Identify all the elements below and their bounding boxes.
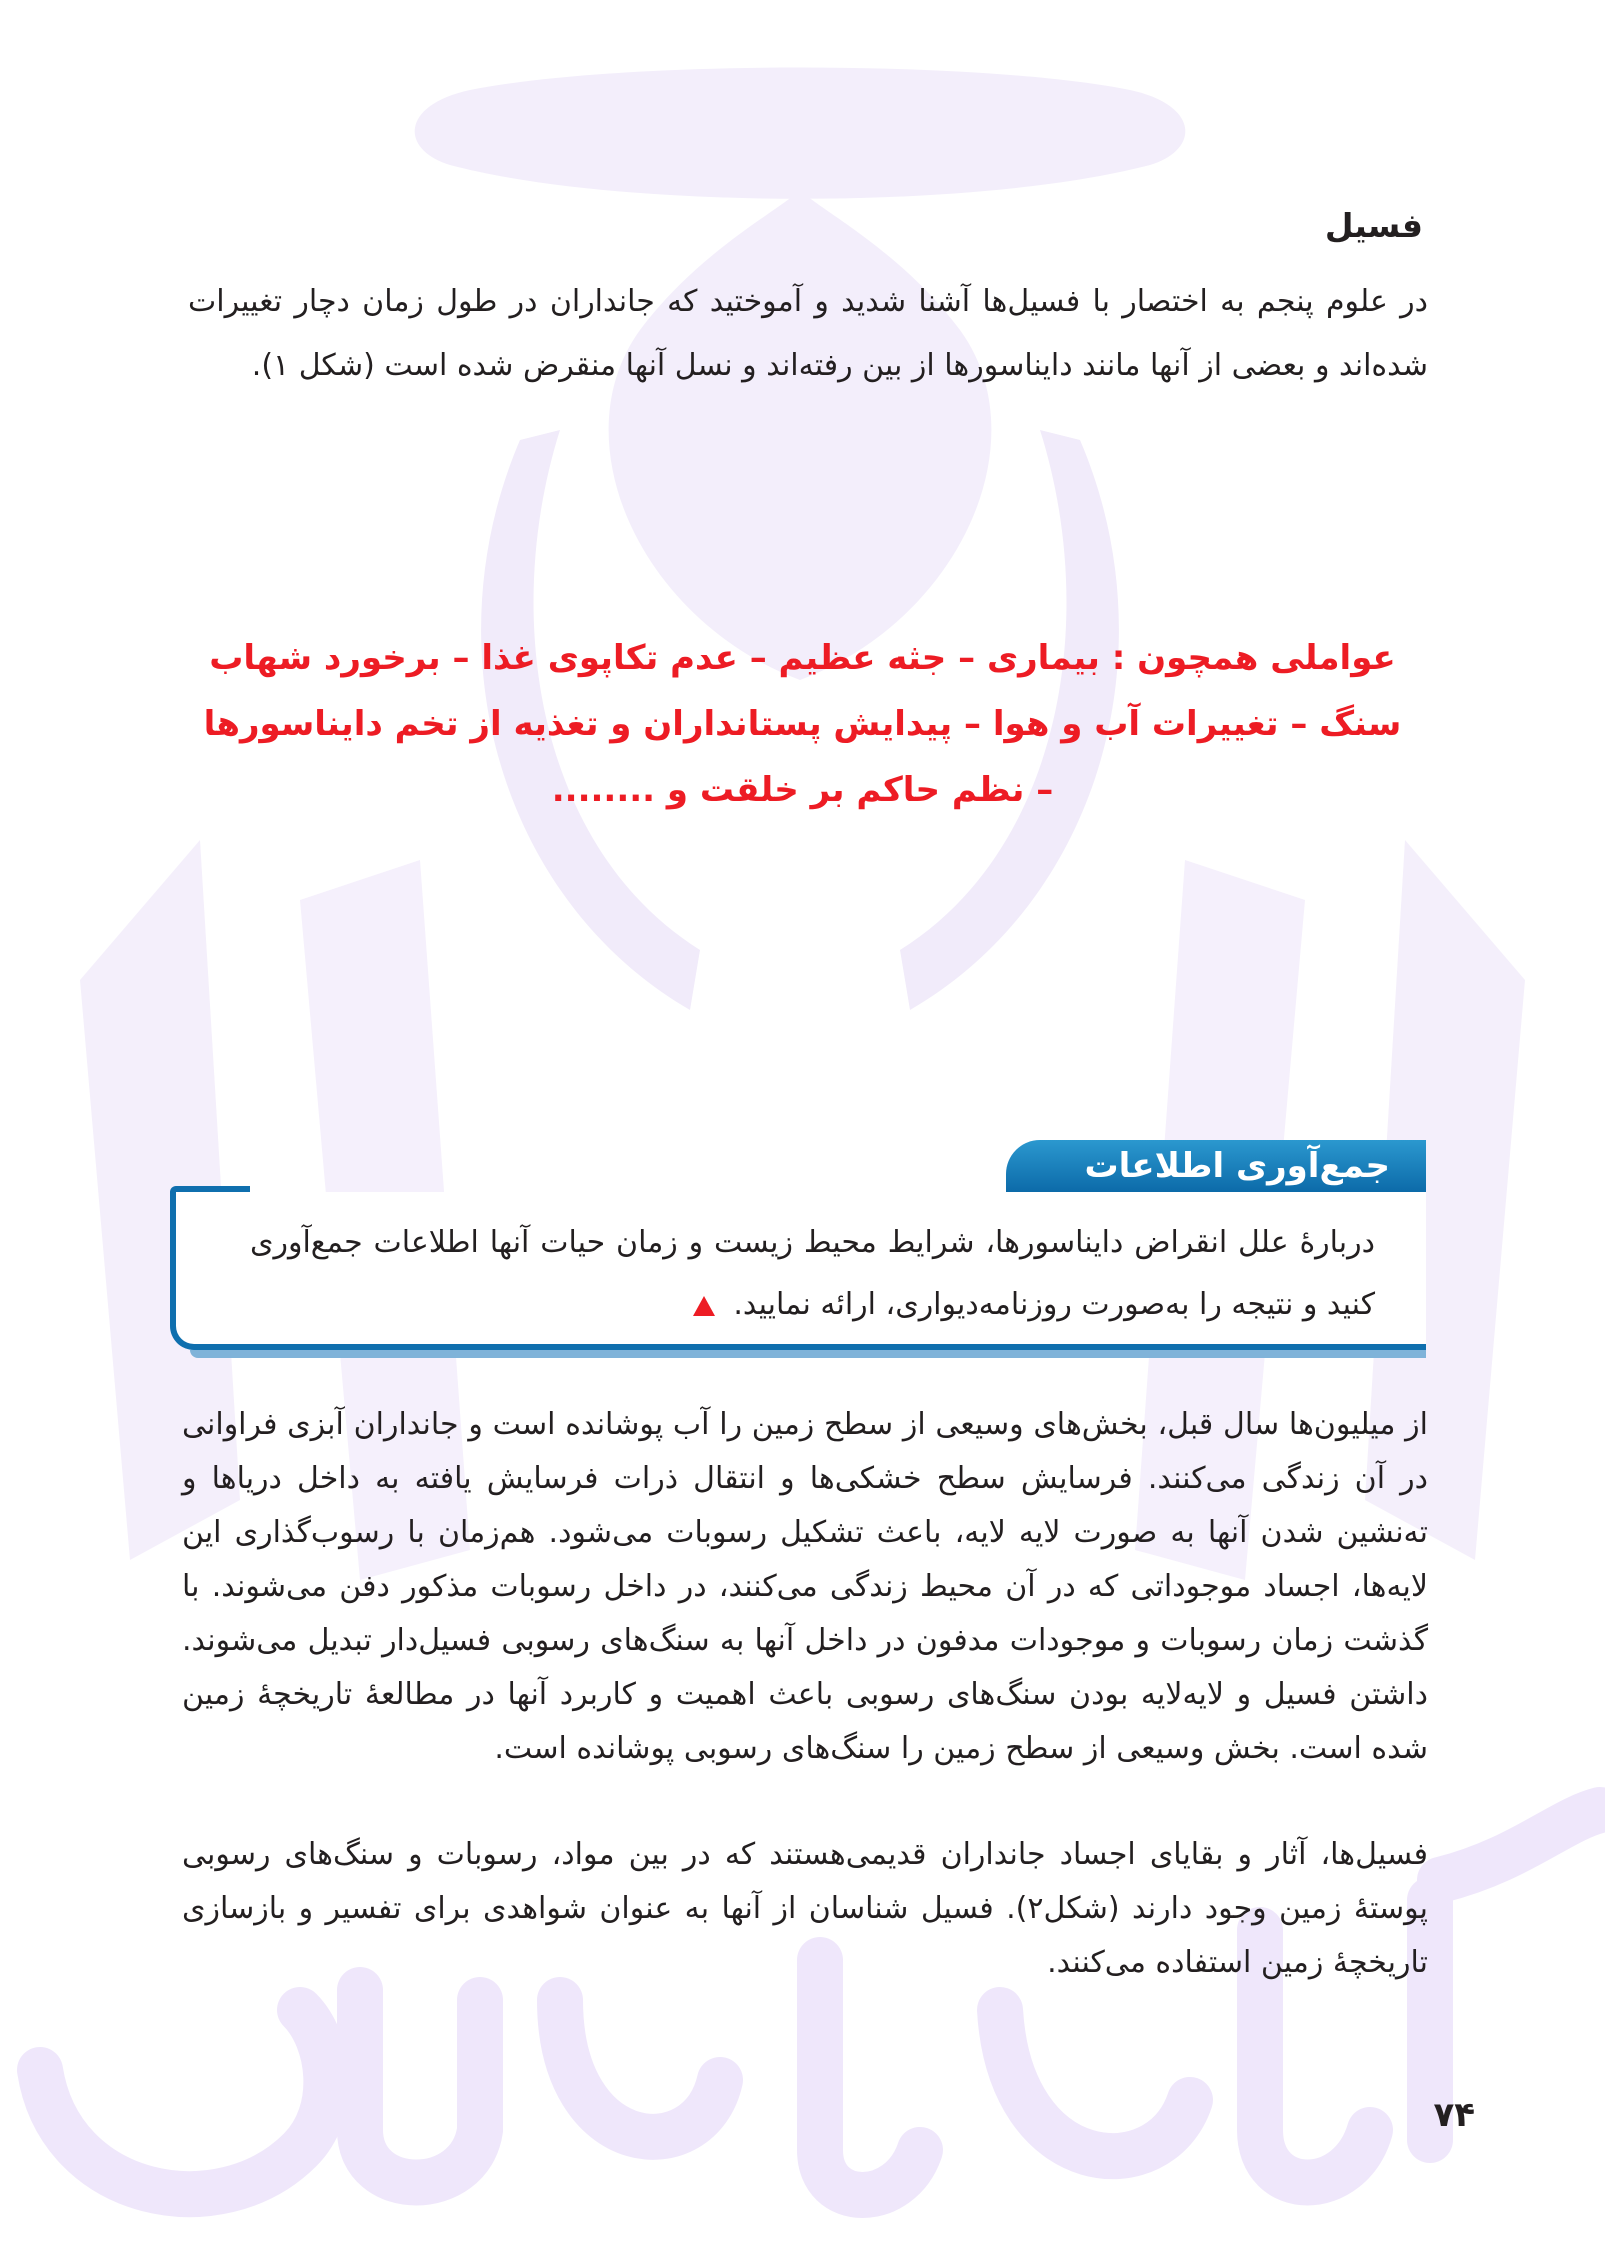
red-triangle-icon xyxy=(693,1296,715,1316)
body-paragraph-2: فسیل‌ها، آثار و بقایای اجساد جانداران قدیمی‌هستند که در بین مواد، رسوبات و سنگ‌های رسوبی پوستۀ زمین وجود دارند (شکل۲). فسیل شناسان از آنها به عنوان شواهدی برای تفسیر و بازسازی تاریخچۀ زمین استفاده می‌کنند. xyxy=(182,1837,1428,1980)
info-box-text xyxy=(250,1212,1375,1336)
section-title: فسیل xyxy=(1324,206,1423,245)
info-box-title: جمع‌آوری اطلاعات xyxy=(1084,1146,1390,1186)
info-box-header xyxy=(170,1140,1426,1198)
info-box-body: دربارۀ علل انقراض دایناسورها، شرایط محیط زیست و زمان حیات آنها اطلاعات جمع‌آوری کنید و نتیجه را به‌صورت روزنامه‌دیواری، ارائه نمایید. xyxy=(250,1225,1375,1322)
info-box-shadow xyxy=(190,1350,1426,1358)
intro-paragraph: در علوم پنجم به اختصار با فسیل‌ها آشنا شدید و آموختید که جانداران در طول زمان دچار تغییرات شده‌اند و بعضی از آنها مانند دایناسورها از بین رفته‌اند و نسل آنها منقرض شده است (شکل ۱). xyxy=(188,284,1428,383)
body-paragraph-1: از میلیون‌ها سال قبل، بخش‌های وسیعی از سطح زمین را آب پوشانده است و جانداران آبزی فراوانی در آن زندگی می‌کنند. فرسایش سطح خشکی‌ها و انتقال ذرات فرسایش یافته به داخل دریاها و ته‌نشین شدن آنها به صورت لایه لایه، باعث تشکیل رسوبات می‌شود. هم‌زمان با رسوب‌گذاری این لایه‌ها، اجساد موجوداتی که در آن محیط زندگی می‌کنند، در داخل رسوبات مذکور دفن می‌شوند. با گذشت زمان رسوبات و موجودات مدفون در داخل آنها به سنگ‌های رسوبی فسیل‌دار تبدیل می‌شوند. داشتن فسیل و لایه‌لایه بودن سنگ‌های رسوبی باعث اهمیت و کاربرد آنها در مطالعۀ تاریخچۀ زمین شده است. بخش وسیعی از سطح زمین را سنگ‌های رسوبی پوشانده است. xyxy=(182,1407,1428,1766)
page-number: ۷۴ xyxy=(1433,2095,1475,2135)
handwritten-answer-note: عواملی همچون : بیماری – جثه عظیم – عدم تکاپوی غذا – برخورد شهاب سنگ – تغییرات آب و هوا – پیدایش پستانداران و تغذیه از تخم دایناسورها – نظم حاکم بر خلقت و ........ xyxy=(203,638,1402,810)
